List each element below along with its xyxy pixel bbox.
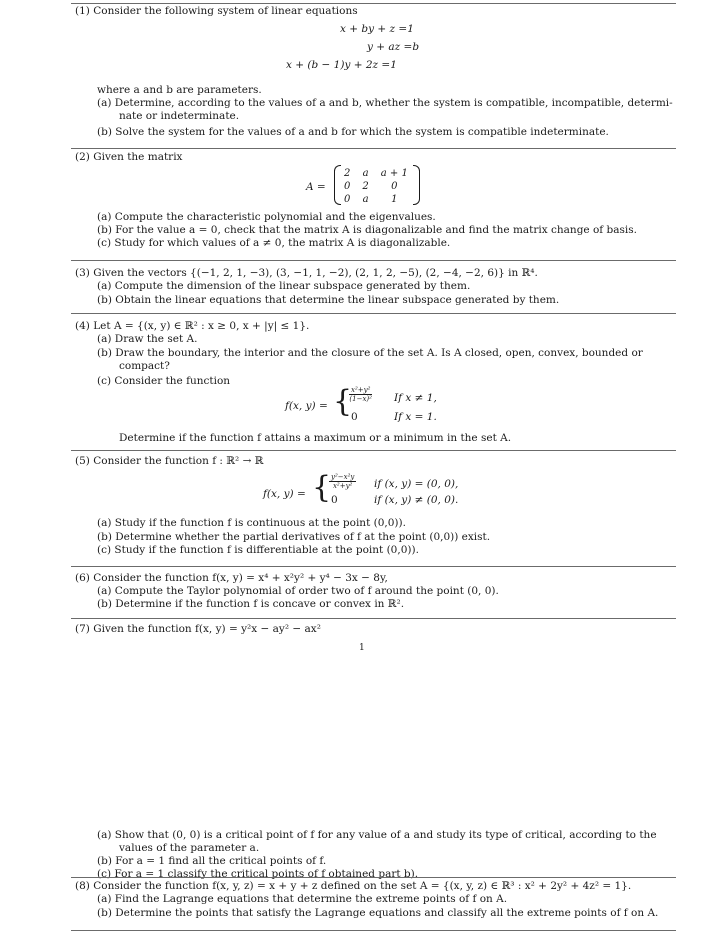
- left-parenthesis: [334, 165, 341, 205]
- problem-5: [71, 450, 676, 567]
- matrix-cell: 0: [344, 194, 351, 205]
- matrix-cell: 2: [344, 168, 351, 179]
- equation-2: y + az =b: [367, 41, 420, 53]
- part-a-line-2: values of the parameter a.: [119, 842, 260, 854]
- matrix-cell: 2: [362, 181, 369, 192]
- numerator: x²+y²: [351, 386, 371, 394]
- matrix-a: [334, 165, 420, 205]
- problem-4: [71, 313, 676, 451]
- numerator: y²−x²y: [331, 473, 355, 481]
- part-a-line-2: nate or indeterminate.: [119, 110, 240, 122]
- piecewise-case-1-value: [349, 386, 372, 403]
- piecewise-case-2-value: 0: [351, 411, 358, 423]
- piecewise-case-2-value: 0: [331, 494, 338, 506]
- piecewise-brace: {: [333, 384, 353, 419]
- part-b-line-1: (b) Draw the boundary, the interior and the closure of the set A. Is A closed, open, convex, bounded or: [97, 347, 643, 359]
- part-c: (c) Consider the function: [97, 375, 231, 387]
- matrix-cell: a: [362, 168, 369, 179]
- problem-7-parts: [71, 826, 676, 880]
- part-b: (b) For a = 1 find all the critical points of f.: [97, 855, 327, 867]
- part-a: (a) Compute the dimension of the linear subspace generated by them.: [97, 280, 471, 292]
- matrix-cell: 0: [391, 181, 398, 192]
- part-a: (a) Study if the function f is continuous at the point (0,0)).: [97, 517, 406, 529]
- matrix-cell: a + 1: [380, 168, 408, 179]
- matrix-cell: 0: [344, 181, 351, 192]
- part-a: (a) Compute the characteristic polynomial and the eigenvalues.: [97, 211, 436, 223]
- problem-6: [71, 566, 676, 619]
- piecewise-brace: {: [312, 470, 332, 505]
- problem-2: [71, 148, 676, 261]
- fraction: [329, 473, 356, 490]
- part-b: (b) Obtain the linear equations that determine the linear subspace generated by them.: [97, 294, 560, 306]
- problem-7-statement: (7) Given the function f(x, y) = y²x − ay² − ax²: [75, 623, 321, 635]
- part-c: (c) For a = 1 classify the critical points of f obtained part b).: [97, 868, 419, 880]
- piecewise-case-1-value: [329, 473, 356, 490]
- denominator: x²+y²: [332, 482, 353, 490]
- problem-1: [71, 3, 676, 149]
- matrix-label: A =: [306, 181, 326, 193]
- problem-8-statement: (8) Consider the function f(x, y, z) = x + y + z defined on the set A = {(x, y, z) ∈ ℝ³ : x² + 2y² + 4z² = 1}.: [75, 880, 632, 892]
- part-b: (b) Determine the points that satisfy the Lagrange equations and classify all the extreme points of f on A.: [97, 907, 659, 919]
- equation-3: x + (b − 1)y + 2z =1: [286, 59, 397, 71]
- part-a: (a) Draw the set A.: [97, 333, 198, 345]
- page-number: 1: [359, 643, 365, 653]
- problem-2-statement: (2) Given the matrix: [75, 151, 183, 163]
- part-b: (b) Determine if the function f is concave or convex in ℝ².: [97, 598, 405, 610]
- part-a-line-1: (a) Show that (0, 0) is a critical point of f for any value of a and study its type of critical, according to the: [97, 829, 657, 841]
- part-a-line-1: (a) Determine, according to the values of a and b, whether the system is compatible, incompatible, determi-: [97, 97, 673, 109]
- part-b-line-2: compact?: [119, 360, 170, 372]
- part-c: (c) Study if the function f is differentiable at the point (0,0)).: [97, 544, 419, 556]
- problem-7-heading: [71, 618, 676, 649]
- part-b: (b) Determine whether the partial derivatives of f at the point (0,0)) exist.: [97, 531, 491, 543]
- piecewise-case-1-condition: if (x, y) = (0, 0),: [374, 478, 459, 490]
- equation-1: x + by + z =1: [340, 23, 414, 35]
- problem-1-statement: (1) Consider the following system of linear equations: [75, 5, 358, 17]
- problem-4-statement: (4) Let A = {(x, y) ∈ ℝ² : x ≥ 0, x + |y| ≤ 1}.: [75, 320, 310, 332]
- problem-5-statement: (5) Consider the function f : ℝ² → ℝ: [75, 455, 264, 467]
- problem-3-statement: (3) Given the vectors {(−1, 2, 1, −3), (3, −1, 1, −2), (2, 1, 2, −5), (2, −4, −2, 6)} in ℝ⁴.: [75, 267, 538, 279]
- part-a: (a) Compute the Taylor polynomial of order two of f around the point (0, 0).: [97, 585, 499, 597]
- matrix-cell: 1: [391, 194, 398, 205]
- piecewise-case-2-condition: if (x, y) ≠ (0, 0).: [374, 494, 459, 506]
- piecewise-case-1-condition: If x ≠ 1,: [394, 392, 437, 404]
- fraction: [349, 386, 372, 403]
- problem-3: [71, 260, 676, 314]
- piecewise-case-2-condition: If x = 1.: [394, 411, 437, 423]
- problem-6-statement: (6) Consider the function f(x, y) = x⁴ + x²y² + y⁴ − 3x − 8y,: [75, 572, 388, 584]
- part-b: (b) For the value a = 0, check that the matrix A is diagonalizable and find the matrix change of basis.: [97, 224, 637, 236]
- problem-8: [71, 877, 676, 931]
- determine-extrema: Determine if the function f attains a maximum or a minimum in the set A.: [119, 432, 512, 444]
- piecewise-label: f(x, y) =: [263, 488, 306, 500]
- parameters-note: where a and b are parameters.: [97, 84, 262, 96]
- matrix-cell: a: [362, 194, 369, 205]
- part-b: (b) Solve the system for the values of a and b for which the system is compatible indeterminate.: [97, 126, 609, 138]
- part-c: (c) Study for which values of a ≠ 0, the matrix A is diagonalizable.: [97, 237, 451, 249]
- piecewise-label: f(x, y) =: [285, 400, 328, 412]
- denominator: (1−x)²: [349, 395, 372, 403]
- right-parenthesis: [413, 165, 420, 205]
- part-a: (a) Find the Lagrange equations that determine the extreme points of f on A.: [97, 893, 508, 905]
